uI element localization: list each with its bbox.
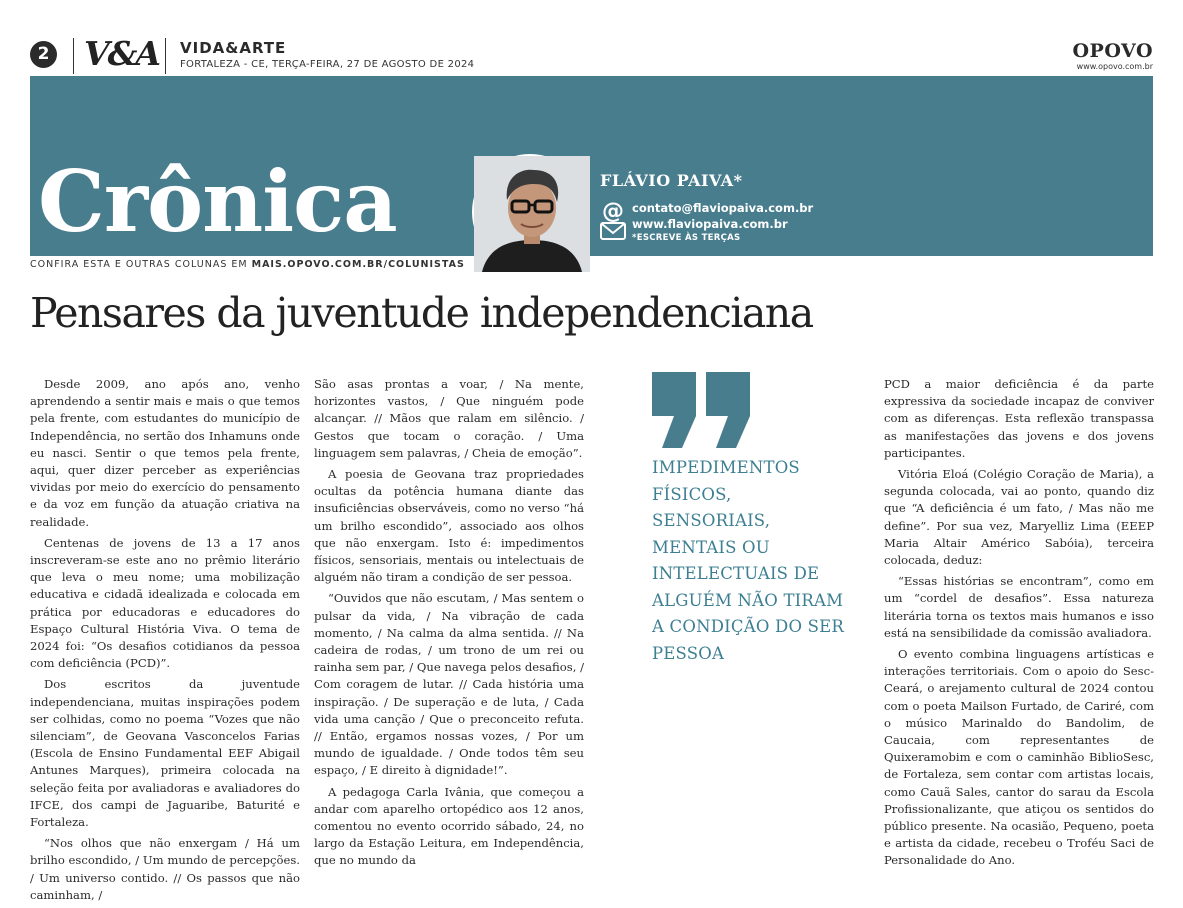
article-column-1 [30, 376, 300, 908]
article-column-2 [314, 376, 584, 874]
author-photo [472, 154, 588, 270]
author-name: FLÁVIO PAIVA* [600, 171, 743, 190]
promo-text: CONFIRA ESTA E OUTRAS COLUNAS EM [30, 259, 248, 270]
paragraph: Centenas de jovens de 13 a 17 anos inscreveram-se este ano no prêmio literário que leva o meu nome; uma mobilização educativa e cidadã idealizada e colocada em prática por educadoras e educadores do Espaço Cultural História Viva. O tema de 2024 foi: “Os desafios cotidianos da pessoa com deficiência (PCD)”. [30, 535, 300, 671]
promo-link[interactable]: MAIS.OPOVO.COM.BR/COLUNISTAS [251, 259, 465, 270]
column-title: Crônica [38, 152, 397, 251]
publication-note: *ESCREVE ÀS TERÇAS [632, 233, 741, 243]
paragraph: “Ouvidos que não escutam, / Mas sentem o pulsar da vida, / Na vibração de cada momento, / Na calma da alma sentida. // Na cadeira de rodas, / um trono de um rei ou rainha sem par, / Que navega pelos desafios, / Com coragem de lutar. // Cada história uma inspiração. / De superação e de luta, / Cada vida uma canção / Que o preconceito refuta. // Então, ergamos nossas vozes, / Por um mundo de igualdade. / Onde todos têm seu espaço, / E direito à dignidade!”. [314, 591, 584, 778]
vida-arte-logo: V&A [84, 34, 160, 73]
mail-icon [600, 222, 626, 240]
promo-line [30, 259, 465, 270]
quote-marks-icon [652, 372, 752, 448]
article-headline: Pensares da juventude independenciana [30, 289, 813, 337]
pull-quote: IMPEDIMENTOS FÍSICOS, SENSORIAIS, MENTAIS OU INTELECTUAIS DE ALGUÉM NÃO TIRAM A CONDIÇÃO DO SER PESSOA [652, 458, 844, 663]
paragraph: PCD a maior deficiência é da parte expressiva da sociedade incapaz de conviver com as diferenças. Esta reflexão transpassa as manifestações das jovens e dos jovens participantes. [884, 377, 1154, 460]
article-column-4 [884, 376, 1154, 874]
header-divider [165, 38, 166, 74]
paragraph: A pedagoga Carla Ivânia, que começou a andar com aparelho ortopédico aos 12 anos, comentou no evento ocorrido sábado, 24, no largo da Estação Leitura, em Independência, que no mundo da [314, 784, 584, 868]
page-number: 2 [30, 41, 57, 68]
at-icon: @ [602, 199, 624, 224]
paragraph: São asas prontas a voar, / Na mente, horizontes vastos, / Que ninguém pode alcançar. // Mãos que ralam em silêncio. / Gestos que tocam o coração. / Uma linguagem sem palavras, / Cheia de emoção”. [314, 377, 584, 460]
header-divider [73, 38, 74, 74]
paragraph: “Essas histórias se encontram”, como em um “cordel de desafios”. Essa natureza literária torna os textos mais humanos e isso está na sensibilidade da comissão avaliadora. [884, 574, 1154, 640]
page-header [0, 0, 1183, 76]
author-email[interactable]: contato@flaviopaiva.com.br [632, 201, 814, 215]
author-portrait-icon [474, 156, 590, 272]
paragraph: Vitória Eloá (Colégio Coração de Maria), a segunda colocada, vai ao ponto, quando diz que “A deficiência é um fato, / Mas não me define”. Por sua vez, Maryelliz Lima (EEEP Maria Altair Américo Sabóia), terceira colocada, deduz: [884, 467, 1154, 568]
paragraph: “Nos olhos que não enxergam / Há um brilho escondido, / Um mundo de percepções. / Um universo contido. // Os passos que não caminham, / [30, 836, 300, 902]
section-name: VIDA&ARTE [180, 39, 287, 57]
publisher-url[interactable]: www.opovo.com.br [1076, 62, 1153, 71]
paragraph: Dos escritos da juventude independenciana, muitas inspirações podem ser colhidas, como no poema “Vozes que não silenciam”, de Geovana Vasconcelos Farias (Escola de Ensino Fundamental EEF Abigail Antunes Marques), primeira colocada na seleção feita por avaliadoras e avaliadores do IFCE, dos campi de Jaguaribe, Baturité e Fortaleza. [30, 677, 300, 830]
paragraph: O evento combina linguagens artísticas e interações territoriais. Com o apoio do Sesc-Ceará, o arejamento cultural de 2024 contou com o poeta Mailson Furtado, de Cariré, com o músico Marinaldo do Bandolim, de Caucaia, com representantes de Quixeramobim e com o caminhão BiblioSesc, de Fortaleza, sem contar com artistas locais, como Cauã Sales, cantor do sarau da Escola Profissionalizante, que atiçou os sentidos do público presente. Na ocasião, Pequeno, poeta e artista da cidade, recebeu o Troféu Saci de Personalidade do Ano. [884, 647, 1154, 868]
column-banner [30, 76, 1153, 256]
dateline: FORTALEZA - CE, TERÇA-FEIRA, 27 DE AGOSTO DE 2024 [180, 59, 475, 70]
publisher-logo: OPOVO [1072, 40, 1153, 62]
paragraph: A poesia de Geovana traz propriedades ocultas da potência humana diante das insuficiências observáveis, como no verso “há um brilho escondido”, associado aos olhos que não enxergam. Isto é: impedimentos físicos, sensoriais, mentais ou intelectuais de alguém não tiram a condição de ser pessoa. [314, 467, 584, 585]
author-website[interactable]: www.flaviopaiva.com.br [632, 217, 788, 231]
paragraph: Desde 2009, ano após ano, venho aprendendo a sentir mais e mais o que temos pela frente, com estudantes do município de Independência, no sertão dos Inhamuns onde eu nasci. Sentir o que temos pela frente, aqui, quer dizer perceber as experiências vividas por meio do exercício do pensamento e da voz em função da atuação criativa na realidade. [30, 377, 300, 529]
